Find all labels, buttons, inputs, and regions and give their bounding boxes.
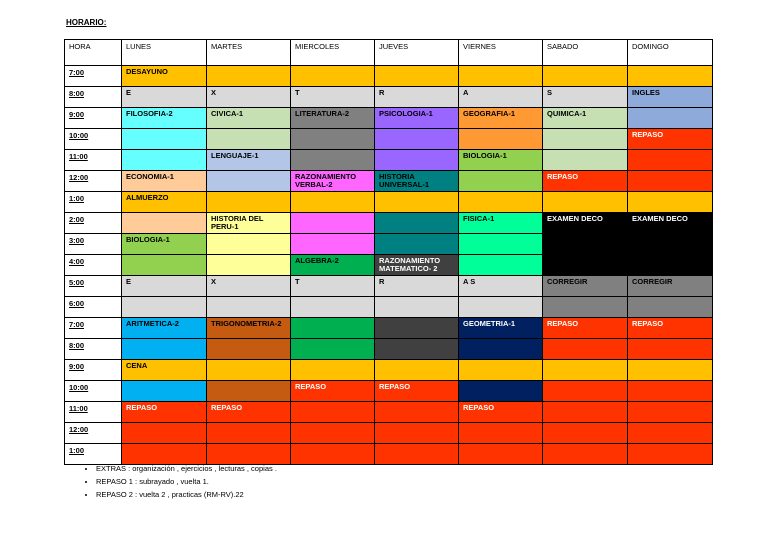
header-domingo: DOMINGO (628, 40, 713, 66)
schedule-cell: QUIMICA-1 (543, 108, 628, 129)
schedule-cell: RAZONAMIENTO MATEMATICO- 2 (375, 255, 459, 276)
schedule-row (65, 255, 713, 276)
schedule-cell: REPASO (543, 171, 628, 192)
hour-cell: 7:00 (65, 66, 122, 87)
schedule-cell (207, 381, 291, 402)
header-jueves: JUEVES (375, 40, 459, 66)
note-item: • EXTRAS : organización , ejercicios , lecturas , copias . (96, 462, 277, 475)
schedule-cell (459, 255, 543, 276)
schedule-table (64, 39, 713, 465)
schedule-cell (207, 171, 291, 192)
schedule-row (65, 234, 713, 255)
schedule-cell (543, 129, 628, 150)
schedule-cell: GEOGRAFIA-1 (459, 108, 543, 129)
schedule-row (65, 423, 713, 444)
schedule-cell (543, 234, 628, 255)
schedule-row (65, 297, 713, 318)
schedule-cell (291, 402, 375, 423)
header-viernes: VIERNES (459, 40, 543, 66)
schedule-cell: CENA (122, 360, 207, 381)
schedule-cell (375, 66, 459, 87)
page-title: HORARIO: (66, 18, 107, 27)
schedule-cell (207, 234, 291, 255)
schedule-cell: A S (459, 276, 543, 297)
schedule-cell (459, 423, 543, 444)
schedule-cell (122, 213, 207, 234)
schedule-cell (628, 234, 713, 255)
hour-cell: 1:00 (65, 192, 122, 213)
schedule-cell (459, 66, 543, 87)
schedule-cell (291, 192, 375, 213)
schedule-cell (207, 423, 291, 444)
schedule-row (65, 87, 713, 108)
schedule-row (65, 192, 713, 213)
schedule-cell (628, 108, 713, 129)
schedule-row (65, 318, 713, 339)
schedule-cell (122, 150, 207, 171)
hour-cell: 3:00 (65, 234, 122, 255)
schedule-cell: REPASO (122, 402, 207, 423)
schedule-cell: X (207, 276, 291, 297)
schedule-cell (628, 150, 713, 171)
schedule-row (65, 150, 713, 171)
header-martes: MARTES (207, 40, 291, 66)
schedule-cell (291, 444, 375, 465)
header-hora: HORA (65, 40, 122, 66)
schedule-cell (207, 297, 291, 318)
schedule-row (65, 213, 713, 234)
schedule-cell: REPASO (375, 381, 459, 402)
schedule-cell (207, 192, 291, 213)
hour-cell: 12:00 (65, 171, 122, 192)
schedule-cell: HISTORIA UNIVERSAL-1 (375, 171, 459, 192)
hour-cell: 1:00 (65, 444, 122, 465)
schedule-cell (207, 129, 291, 150)
schedule-cell (628, 402, 713, 423)
header-miercoles: MIERCOLES (291, 40, 375, 66)
schedule-cell: T (291, 276, 375, 297)
schedule-row (65, 402, 713, 423)
schedule-cell: REPASO (291, 381, 375, 402)
schedule-cell: ECONOMIA-1 (122, 171, 207, 192)
schedule-cell (122, 339, 207, 360)
schedule-row (65, 381, 713, 402)
schedule-cell: PSICOLOGIA-1 (375, 108, 459, 129)
hour-cell: 9:00 (65, 108, 122, 129)
schedule-cell: CORREGIR (628, 276, 713, 297)
schedule-cell (543, 381, 628, 402)
schedule-cell: HISTORIA DEL PERU-1 (207, 213, 291, 234)
schedule-cell (459, 192, 543, 213)
schedule-cell (375, 339, 459, 360)
schedule-cell (207, 360, 291, 381)
schedule-row (65, 66, 713, 87)
schedule-cell (122, 255, 207, 276)
schedule-cell: REPASO (207, 402, 291, 423)
schedule-cell (543, 150, 628, 171)
schedule-cell: LITERATURA-2 (291, 108, 375, 129)
schedule-cell (628, 192, 713, 213)
hour-cell: 12:00 (65, 423, 122, 444)
schedule-cell (375, 129, 459, 150)
schedule-cell: LENGUAJE-1 (207, 150, 291, 171)
schedule-cell (291, 360, 375, 381)
hour-cell: 4:00 (65, 255, 122, 276)
schedule-cell (375, 444, 459, 465)
schedule-cell: EXAMEN DECO (628, 213, 713, 234)
schedule-cell (459, 234, 543, 255)
schedule-cell: E (122, 276, 207, 297)
schedule-cell (207, 255, 291, 276)
schedule-cell (628, 423, 713, 444)
schedule-cell: CIVICA-1 (207, 108, 291, 129)
schedule-cell (207, 339, 291, 360)
schedule-cell: GEOMETRIA-1 (459, 318, 543, 339)
schedule-cell: R (375, 87, 459, 108)
hour-cell: 10:00 (65, 381, 122, 402)
schedule-cell (543, 255, 628, 276)
schedule-cell (628, 297, 713, 318)
schedule-cell: EXAMEN DECO (543, 213, 628, 234)
schedule-row (65, 360, 713, 381)
hour-cell: 11:00 (65, 402, 122, 423)
schedule-cell (543, 360, 628, 381)
schedule-cell: ALMUERZO (122, 192, 207, 213)
schedule-cell (291, 150, 375, 171)
schedule-cell (459, 129, 543, 150)
schedule-cell (291, 66, 375, 87)
schedule-cell (291, 297, 375, 318)
schedule-cell (122, 297, 207, 318)
notes-list (78, 462, 277, 501)
schedule-cell (628, 66, 713, 87)
hour-cell: 11:00 (65, 150, 122, 171)
schedule-cell (375, 150, 459, 171)
schedule-cell (207, 66, 291, 87)
header-lunes: LUNES (122, 40, 207, 66)
schedule-cell: INGLES (628, 87, 713, 108)
schedule-cell: ARITMETICA-2 (122, 318, 207, 339)
schedule-cell (628, 381, 713, 402)
schedule-cell (543, 423, 628, 444)
schedule-cell (291, 423, 375, 444)
schedule-cell (459, 360, 543, 381)
schedule-row (65, 339, 713, 360)
schedule-cell: FILOSOFIA-2 (122, 108, 207, 129)
hour-cell: 5:00 (65, 276, 122, 297)
schedule-row (65, 108, 713, 129)
schedule-cell (543, 339, 628, 360)
header-row (65, 40, 713, 66)
schedule-cell: REPASO (459, 402, 543, 423)
schedule-cell (291, 339, 375, 360)
hour-cell: 8:00 (65, 87, 122, 108)
schedule-cell: X (207, 87, 291, 108)
schedule-cell (628, 360, 713, 381)
schedule-cell (291, 318, 375, 339)
schedule-cell: S (543, 87, 628, 108)
schedule-cell (291, 213, 375, 234)
schedule-cell: REPASO (628, 318, 713, 339)
schedule-cell (375, 297, 459, 318)
hour-cell: 6:00 (65, 297, 122, 318)
schedule-cell (122, 423, 207, 444)
schedule-cell (543, 192, 628, 213)
hour-cell: 2:00 (65, 213, 122, 234)
schedule-cell: R (375, 276, 459, 297)
schedule-cell (543, 297, 628, 318)
hour-cell: 8:00 (65, 339, 122, 360)
schedule-cell (628, 339, 713, 360)
schedule-cell: RAZONAMIENTO VERBAL-2 (291, 171, 375, 192)
schedule-cell (459, 171, 543, 192)
schedule-cell (291, 234, 375, 255)
schedule-cell (459, 444, 543, 465)
note-item: • REPASO 1 : subrayado , vuelta 1. (96, 475, 277, 488)
schedule-row (65, 276, 713, 297)
schedule-cell (375, 234, 459, 255)
schedule-cell: A (459, 87, 543, 108)
schedule-cell (375, 318, 459, 339)
hour-cell: 9:00 (65, 360, 122, 381)
schedule-cell (122, 129, 207, 150)
hour-cell: 7:00 (65, 318, 122, 339)
schedule-cell (459, 339, 543, 360)
schedule-cell: BIOLOGIA-1 (122, 234, 207, 255)
note-item: • REPASO 2 : vuelta 2 , practicas (RM-RV).22 (96, 488, 277, 501)
schedule-cell (122, 381, 207, 402)
schedule-cell (628, 255, 713, 276)
schedule-cell: TRIGONOMETRIA-2 (207, 318, 291, 339)
schedule-cell: REPASO (543, 318, 628, 339)
schedule-cell (459, 381, 543, 402)
header-sabado: SABADO (543, 40, 628, 66)
schedule-body (65, 66, 713, 465)
schedule-cell (375, 213, 459, 234)
schedule-cell: E (122, 87, 207, 108)
schedule-cell (628, 444, 713, 465)
schedule-cell (459, 297, 543, 318)
schedule-cell: T (291, 87, 375, 108)
schedule-row (65, 129, 713, 150)
schedule-row (65, 171, 713, 192)
schedule-cell (375, 402, 459, 423)
schedule-cell: BIOLOGIA-1 (459, 150, 543, 171)
schedule-cell (543, 444, 628, 465)
schedule-cell (543, 66, 628, 87)
schedule-cell: DESAYUNO (122, 66, 207, 87)
schedule-cell (628, 171, 713, 192)
schedule-cell: ALGEBRA-2 (291, 255, 375, 276)
schedule-cell (543, 402, 628, 423)
schedule-cell: REPASO (628, 129, 713, 150)
schedule-cell: CORREGIR (543, 276, 628, 297)
schedule-cell (375, 423, 459, 444)
schedule-cell (291, 129, 375, 150)
schedule-cell (375, 192, 459, 213)
schedule-cell (375, 360, 459, 381)
hour-cell: 10:00 (65, 129, 122, 150)
schedule-cell: FISICA-1 (459, 213, 543, 234)
